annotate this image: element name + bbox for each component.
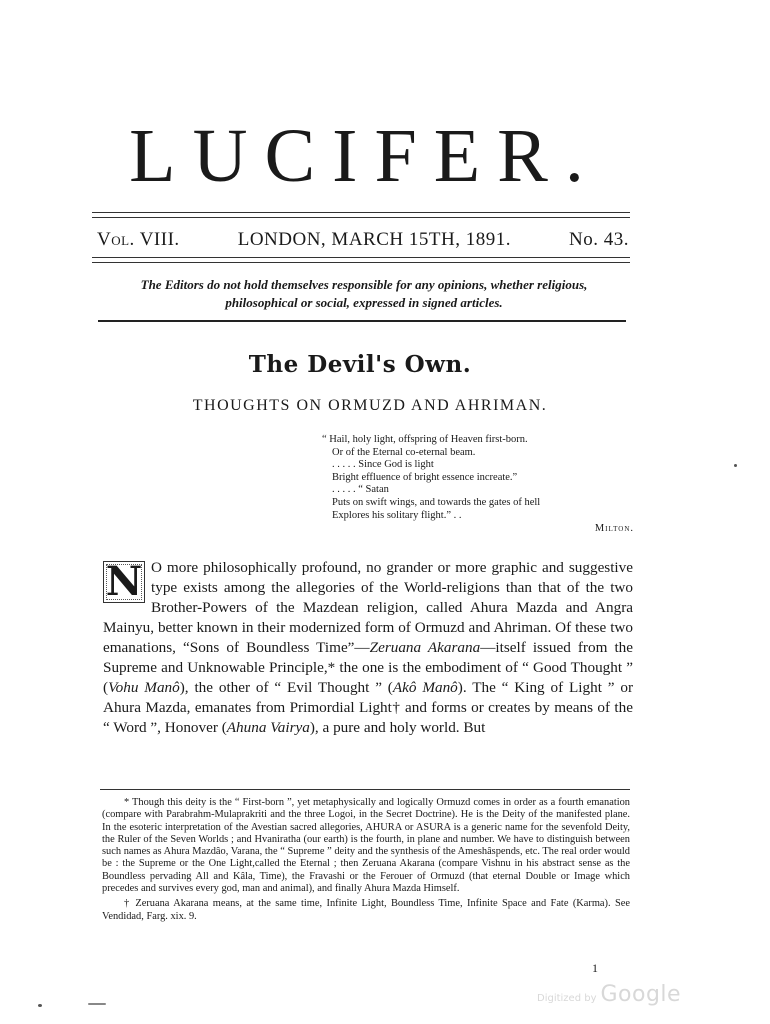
masthead-rule-bottom	[92, 217, 630, 218]
epigraph-line: Explores his solitary flight.” . .	[332, 509, 462, 521]
editors-disclaimer	[100, 276, 628, 312]
issue-number: No. 43.	[569, 229, 629, 250]
epigraph-line: Puts on swift wings, and towards the gates of hell	[332, 496, 541, 508]
disclaimer-rule	[98, 320, 626, 322]
footnote-1: * Though this deity is the “ First-born ”, yet metaphysically and logically Ormuzd comes in order as a fourth emanation (compare with Parabrahm-Mulaprakriti and the three Logoi, in the Secret Doctrine). He is the Deity of the manifested plane. In the esoteric interpretation of the Avestian sacred allegories, AHURA or ASURA is a generic name for the sevenfold Deity, the Ruler of the Seven Worlds ; and Hvaniratha (our earth) is the fourth, in plane and number. We have to distinguish between such names as Ahura Mazdâo, Varana, the “ Supreme ” deity and the synthesis of the Ameshâspends, etc. The real order would be : the Supreme or the One Light,called the Eternal ; then Zeruana Akarana (compare Vishnu in his abstract sense as the Boundless pervading All and Kâla, Time), the Fravashi or the Ferouer of Ormuzd (that eternal Double or Image which precedes and survives every god, man and animal), and finally Ahura Mazda Himself.	[102, 797, 630, 895]
epigraph	[322, 434, 634, 536]
epigraph-line: “ Hail, holy light, offspring of Heaven first-born.	[322, 434, 528, 445]
body-text-4: ). The “ King of Light ” or Ahura Mazda, emanates from Primordial Light† and forms or creates by means of the “ Word ”, Honover (	[103, 679, 634, 736]
body-em-3: Akô Manô	[392, 679, 458, 696]
watermark-brand: Google	[600, 982, 682, 1007]
scan-speck	[88, 1003, 106, 1005]
disclaimer-line-1: The Editors do not hold themselves responsible for any opinions, whether religious,	[140, 277, 588, 292]
epigraph-line: Or of the Eternal co-eternal beam.	[332, 446, 476, 458]
masthead-title: LUCIFER.	[129, 114, 601, 198]
watermark-prefix: Digitized by	[537, 993, 597, 1004]
body-em-4: Ahuna Vairya	[226, 719, 310, 736]
body-em-2: Vohu Manô	[108, 679, 180, 696]
footnote-2: † Zeruana Akarana means, at the same time, Infinite Light, Boundless Time, Infinite Space and Fate (Karma). See Vendidad, Farg. xix. 9.	[102, 898, 630, 922]
place-date: LONDON, MARCH 15TH, 1891.	[237, 229, 511, 250]
page-number: 1	[592, 961, 598, 975]
issue-line	[97, 229, 629, 251]
article-subtitle: THOUGHTS ON ORMUZD AND AHRIMAN.	[192, 397, 548, 414]
article-body	[103, 558, 633, 738]
dropcap-letter: N	[103, 561, 145, 603]
body-text-5: ), a pure and holy world. But	[309, 719, 486, 736]
body-text-2: —itself issued from the Supreme and Unknowable Principle,* the one is the embodiment of “ Good Thought ” (	[103, 639, 633, 696]
body-paragraph	[103, 558, 633, 738]
epigraph-line: . . . . . “ Satan	[332, 484, 389, 496]
body-em-1: Zeruana Akarana	[369, 639, 481, 656]
volume-label: Vol. VIII.	[97, 229, 180, 250]
disclaimer-line-2: philosophical or social, expressed in signed articles.	[225, 295, 503, 310]
article-title: The Devil's Own.	[248, 351, 472, 378]
epigraph-line: . . . . . Since God is light	[332, 459, 434, 471]
epigraph-attribution: Milton.	[594, 523, 634, 535]
body-text-3: ), the other of “ Evil Thought ” (	[179, 679, 393, 696]
masthead-rule-top	[92, 212, 630, 213]
scan-speck	[734, 464, 737, 467]
issue-rule-top	[92, 257, 630, 258]
footnotes	[102, 797, 630, 923]
scan-speck	[38, 1004, 42, 1007]
epigraph-line: Bright effluence of bright essence increate.”	[332, 471, 518, 483]
footnote-rule	[100, 789, 630, 790]
body-text-1: O more philosophically profound, no grander or more graphic and suggestive type exists among the allegories of the World-religions than that of the two Brother-Powers of the Mazdean religion, called Ahura Mazda and Angra Mainyu, better known in their modernized form of Ormuzd and Ahriman. Of these two emanations, “Sons of Boundless Time”—	[103, 559, 633, 656]
digitized-watermark	[537, 982, 681, 1007]
issue-rule-bottom	[92, 262, 630, 263]
